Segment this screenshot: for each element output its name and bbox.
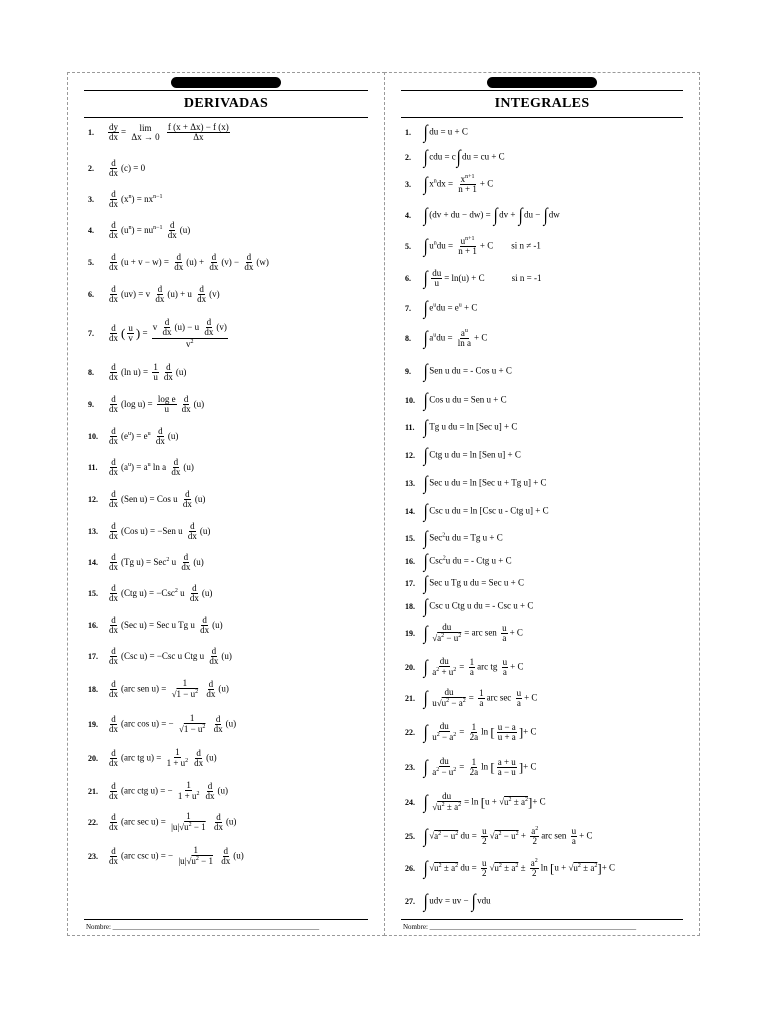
formula: $\frac{d}{dx}$ (u + v − w) = $\frac{d}{dx}$ (u) + $\frac{d}{dx}$ (v) − $\frac{d}{dx}$ (w) [109,252,269,273]
formula: ∫ Sec u Tg u du = Sec u + C [423,573,524,594]
formula-number: 7. [405,304,411,313]
formula: ∫ Sec u du = ln [Sec u + Tg u] + C [423,473,547,494]
divider [84,919,368,920]
formula-row [385,688,699,709]
formula: ∫ Csc u Ctg u du = - Csc u + C [423,596,534,617]
formula-row [68,253,384,273]
formula-number: 11. [88,463,98,473]
formula-number: 24. [405,797,415,807]
formula: $\frac{d}{dx}$ (c) = 0 [109,158,146,179]
formula: ∫ (dv + du − dw) = ∫ dv + ∫ du − ∫ dw [423,205,560,226]
formula: ∫ $√a^2 - u^2$ du = $\frac{u}{2}$ $√a^2 - u^2$ + $\frac{a^2}{2}$ arc sen $\frac{u}{a}$ + C [423,825,593,847]
formula: ∫ $a^udu$ = $\frac{a^u}{\text{ln a}}$ + C [423,327,488,349]
formula-row [385,123,699,142]
formula-number: 17. [405,579,415,588]
formula-row [68,812,384,833]
formula-number: 15. [405,534,415,543]
formula-row [68,714,384,735]
formula-number: 20. [88,753,98,763]
formula-number: 21. [88,786,98,796]
formula-row [68,318,384,349]
formula: ∫ $x^ndx$ = $\frac{x^{n+1}}{n + 1}$ + C [423,173,494,195]
formula: ∫ $√u^2 \pm a^2$ du = $\frac{u}{2}$ $√u^2 \pm a^2$ ± $\frac{a^2}{2}$ $\ln [u + √u^2 \pm a^2]+ C$ [423,857,616,879]
formula-number: 10. [88,432,98,442]
formula-row [385,148,699,167]
formula-row [68,647,384,667]
formula: $\frac{dy}{dx}$ = lim Δx → 0 $\frac{f (x + \Delta x) - f (x)}{\Delta x}$ [109,122,229,143]
formula: $\frac{d}{dx}$ $(x^n) = nx^{n-1}$ [109,189,163,210]
formula-number: 1. [405,128,411,137]
formula: $\frac{d}{dx}$ $(e^u) = e^u$ $\frac{d}{dx}$ (u) [109,426,179,447]
formula: ∫ $\frac{du}{√u^2 \pm a^2}$ = $\ln [u + √u^2 \pm a^2]+ C$ [423,791,546,813]
formula-row [385,597,699,616]
divider [401,90,683,91]
formula: ∫ udv = uv − ∫ vdu [423,891,491,912]
formula-number: 8. [405,333,411,343]
formula-row [68,490,384,510]
formula: ∫ $\frac{du}{√a^2 - u^2}$ = arc sen $\frac{u}{a}$ + C [423,622,523,644]
formula-number: 18. [88,684,98,694]
divider [84,117,368,118]
formula-row [385,362,699,381]
formula: $\frac{d}{dx}$ $(u^n) = nu^{n-1}$ $\frac{d}{dx}$ (u) [109,220,191,241]
formula-number: 2. [405,153,411,162]
formula: $\frac{d}{dx}$ (ln u) = $\frac{1}{u}$ $\frac{d}{dx}$ (u) [109,362,187,383]
divider [84,90,368,91]
formula-row [68,159,384,179]
formula-row [385,623,699,644]
formula-number: 23. [405,762,415,772]
formula: ∫ Sec$^2$u du = Tg u + C [423,528,503,549]
formula-number: 15. [88,589,98,599]
formula-number: 18. [405,602,415,611]
formula-number: 7. [88,329,94,339]
formula-row [385,826,699,847]
formula-row [68,190,384,210]
formula-row [68,427,384,447]
formula-row [68,748,384,769]
formula-row [68,553,384,573]
formula-number: 4. [405,211,411,220]
formula-row [68,781,384,802]
formula: $\frac{d}{dx}$ (arc csc u) = − $\frac{1}{|u|√u^2 - 1}$ $\frac{d}{dx}$ (u) [109,845,244,867]
formula-number: 19. [88,719,98,729]
formula-number: 11. [405,423,415,432]
formula: ∫ Ctg u du = ln [Sen u] + C [423,445,521,466]
formula-row [68,616,384,636]
sheet-title: INTEGRALES [494,96,590,111]
formula-row [385,418,699,437]
formula: $\frac{d}{dx}$ (Sen u) = Cos u $\frac{d}{dx}$ (u) [109,489,206,510]
formula-number: 14. [88,558,98,568]
formula: $\frac{d}{dx}$ (uv) = v $\frac{d}{dx}$ (u) + u $\frac{d}{dx}$ (v) [109,284,220,305]
formula-number: 21. [405,693,415,703]
formula-number: 16. [405,557,415,566]
formula-number: 19. [405,628,415,638]
formula: $\frac{d}{dx}$ (Tg u) = Sec$^2$ u $\frac{d}{dx}$ (u) [109,552,204,573]
formula-row [385,502,699,521]
formula-row [68,221,384,241]
formula: ∫ cdu = c∫ du = cu + C [423,147,505,168]
formula-row [385,269,699,289]
divider [401,117,683,118]
formula: $\frac{d}{dx}$ ( $\frac{u}{v}$ ) = v $\frac{d}{dx}$ (u) − u $\frac{d}{dx}$ (v) $v^2$ [109,317,227,349]
formula-number: 1. [88,128,94,138]
formula-row [385,206,699,225]
formula-number: 12. [405,451,415,460]
header-bar [487,77,597,88]
formula: $\frac{d}{dx}$ (Csc u) = −Csc u Ctg u $\frac{d}{dx}$ (u) [109,646,232,667]
formula-row [385,574,699,593]
formula-row [68,846,384,867]
formula-number: 27. [405,897,415,906]
formula-number: 5. [88,258,94,268]
derivadas-sheet [67,72,385,936]
formula: ∫ Csc u du = ln [Csc u - Ctg u] + C [423,501,549,522]
formula-row [68,123,384,143]
name-field: Nombre: ___________________________________________________________ [86,923,320,931]
formula-row [385,446,699,465]
formula-number: 3. [405,179,411,189]
formula: $\frac{d}{dx}$ (arc sen u) = $\frac{1}{√1 - u^2}$ $\frac{d}{dx}$ (u) [109,678,229,700]
header-bar [171,77,281,88]
formula: ∫ $u^ndu$ = $\frac{u^{n+1}}{n + 1}$ + C si n ≠ -1 [423,235,541,257]
formula-number: 13. [88,527,98,537]
formula: $\frac{d}{dx}$ (arc sec u) = $\frac{1}{|u|√u^2 - 1}$ $\frac{d}{dx}$ (u) [109,811,237,833]
name-field: Nombre: ___________________________________________________________ [403,923,637,931]
formula-row [385,792,699,813]
formula-row [68,458,384,478]
formula-number: 12. [88,495,98,505]
formula: ∫ $\frac{du}{a^2 + u^2}$ = $\frac{1}{a}$ arc tg $\frac{u}{a}$ + C [423,656,524,678]
formula: $\frac{d}{dx}$ (Cos u) = −Sen u $\frac{d}{dx}$ (u) [109,521,211,542]
formula-number: 22. [88,817,98,827]
sheet-title: DERIVADAS [183,96,269,111]
formula-row [68,395,384,415]
formula-row [385,236,699,257]
formula-number: 8. [88,368,94,378]
formula-row [385,858,699,879]
formula-number: 2. [88,164,94,174]
formula-row [385,552,699,571]
formula: $\frac{d}{dx}$ (log u) = $\frac{\text{log e}}{u}$ $\frac{d}{dx}$ (u) [109,394,205,415]
formula-number: 9. [88,400,94,410]
formula: ∫ Sen u du = - Cos u + C [423,361,512,382]
formula-row [385,892,699,911]
formula-number: 6. [88,290,94,300]
formula-number: 20. [405,662,415,672]
formula: ∫ Tg u du = ln [Sec u] + C [423,417,518,438]
formula-row [385,657,699,678]
formula-number: 16. [88,621,98,631]
formula-row [385,474,699,493]
formula: ∫ Cos u du = Sen u + C [423,390,507,411]
formula-number: 5. [405,241,411,251]
formula-number: 6. [405,274,411,284]
formula: ∫ $\frac{du}{u}$ = ln(u) + C si n = -1 [423,268,542,290]
formula-number: 10. [405,396,415,405]
formula: $\frac{d}{dx}$ $(a^u) = a^u$ ln a $\frac{d}{dx}$ (u) [109,457,194,478]
formula: $\frac{d}{dx}$ (Sec u) = Sec u Tg u $\frac{d}{dx}$ (u) [109,615,223,636]
formula-row [68,584,384,604]
formula: ∫ $\frac{du}{u^2 - a^2}$ = $\frac{1}{2a}$ ln [ $\frac{u - a}{u + a}$ ]+ C [423,721,537,743]
formula-number: 13. [405,479,415,488]
formula-row [385,757,699,778]
formula: $\frac{d}{dx}$ (arc cos u) = − $\frac{1}{√1 - u^2}$ $\frac{d}{dx}$ (u) [109,713,237,735]
formula-row [68,285,384,305]
formula-row [385,391,699,410]
formula-number: 3. [88,195,94,205]
formula-number: 23. [88,851,98,861]
integrales-sheet [384,72,700,936]
formula-row [385,722,699,743]
formula-number: 25. [405,831,415,841]
formula-number: 17. [88,652,98,662]
formula: $\frac{d}{dx}$ (arc tg u) = $\frac{1}{1 + u^2}$ $\frac{d}{dx}$ (u) [109,747,217,769]
formula-number: 14. [405,507,415,516]
formula-row [68,522,384,542]
formula-number: 4. [88,226,94,236]
formula-number: 26. [405,863,415,873]
formula-row [385,174,699,195]
formula-row [68,363,384,383]
formula-number: 9. [405,367,411,376]
formula-row [385,529,699,548]
formula-row [385,299,699,318]
formula: ∫ Csc$^2$u du = - Ctg u + C [423,551,512,572]
formula: $\frac{d}{dx}$ (arc ctg u) = − $\frac{1}{1 + u^2}$ $\frac{d}{dx}$ (u) [109,780,228,802]
formula: ∫ $\frac{du}{a^2 - u^2}$ = $\frac{1}{2a}$ ln [ $\frac{a + u}{a - u}$ ]+ C [423,756,537,778]
divider [401,919,683,920]
formula-row [68,679,384,700]
formula: ∫ $\frac{du}{u√u^2 - a^2}$ = $\frac{1}{a}$ arc sec $\frac{u}{a}$ + C [423,687,538,709]
formula-number: 22. [405,727,415,737]
formula: ∫ $e^udu = e^u + C$ [423,298,478,319]
formula: ∫ du = u + C [423,122,468,143]
formula: $\frac{d}{dx}$ (Ctg u) = −Csc$^2$ u $\frac{d}{dx}$ (u) [109,583,213,604]
formula-row [385,328,699,349]
